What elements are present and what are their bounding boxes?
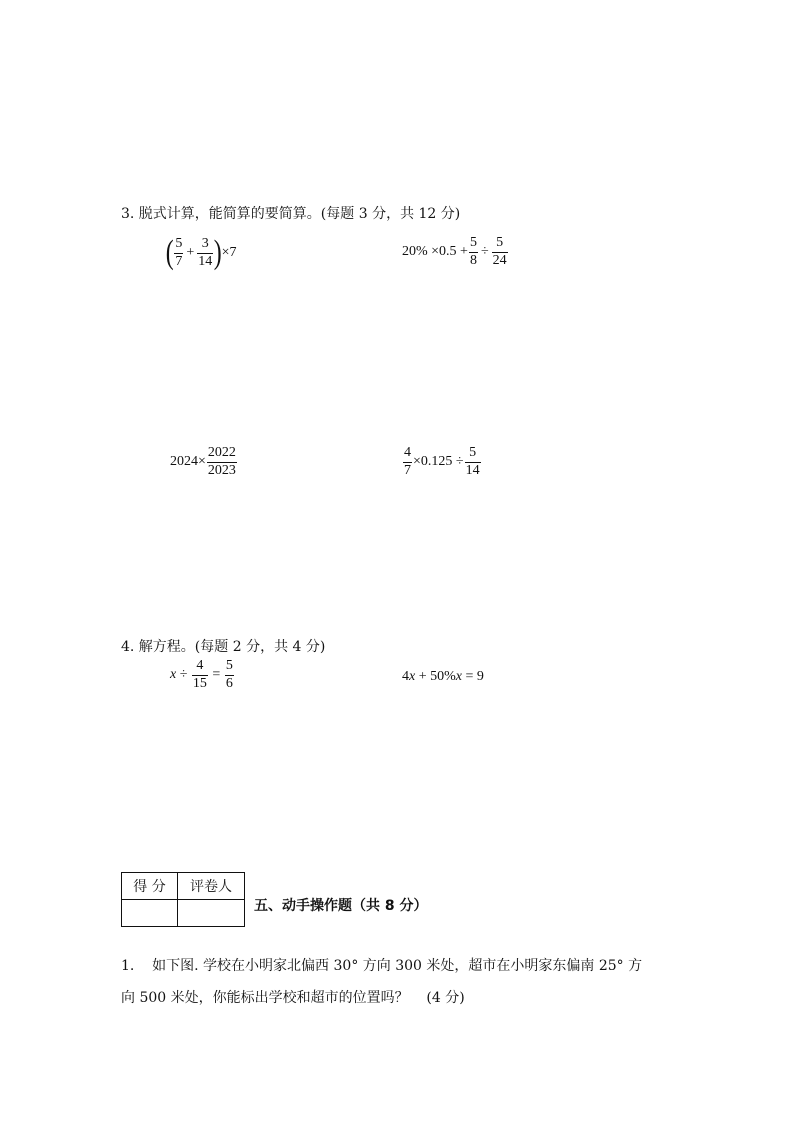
variable-x: x (409, 669, 416, 684)
equation-middle: + 50% (415, 669, 456, 684)
expression-middle: ×0.125 ÷ (413, 454, 464, 470)
denominator: 6 (225, 675, 233, 691)
expression-lead: 2024× (170, 454, 206, 470)
expression-a (166, 236, 236, 270)
numerator: 4 (196, 658, 204, 673)
divide-sign: ÷ (176, 667, 191, 683)
equation-end: = 9 (462, 669, 484, 684)
denominator: 14 (465, 462, 480, 478)
score-cell[interactable] (122, 900, 178, 927)
fraction (492, 236, 508, 268)
denominator: 2023 (207, 462, 236, 478)
question-1-line-2: 向 500 米处，你能标出学校和超市的位置吗？ (4 分) (121, 990, 465, 1006)
grader-cell[interactable] (178, 900, 245, 927)
left-paren: ( (165, 234, 174, 271)
score-header: 得 分 (122, 873, 178, 900)
right-paren: ) (213, 234, 222, 271)
denominator: 14 (198, 253, 213, 269)
question-1-line-1: 1. 如下图. 学校在小明家北偏西 30° 方向 300 米处，超市在小明家东偏南 25° 方 (121, 958, 643, 974)
expression-lead: 20% ×0.5 + (402, 244, 468, 260)
divide-sign: ÷ (480, 244, 489, 260)
problem-3-heading: 3. 脱式计算，能简算的要简算。(每题 3 分，共 12 分) (121, 206, 461, 222)
numerator: 3 (201, 235, 209, 251)
variable-x: x (455, 669, 462, 684)
numerator: 5 (496, 235, 504, 250)
fraction (174, 237, 183, 269)
expression-tail: ×7 (221, 245, 237, 260)
numerator: 5 (225, 658, 233, 673)
fraction (465, 446, 481, 478)
numerator: 5 (175, 235, 183, 251)
plus-sign: + (186, 245, 195, 260)
section-5-title: 五、动手操作题（共 8 分） (254, 898, 428, 914)
numerator: 2022 (207, 445, 236, 460)
grader-header: 评卷人 (178, 873, 245, 900)
numerator: 4 (404, 445, 411, 460)
numerator: 5 (469, 445, 477, 460)
denominator: 7 (175, 253, 183, 269)
problem-4-heading: 4. 解方程。(每题 2 分，共 4 分) (121, 639, 326, 655)
fraction (225, 659, 234, 691)
denominator: 8 (469, 252, 477, 268)
fraction (197, 237, 213, 269)
equals-sign: = (208, 667, 224, 683)
fraction (403, 446, 412, 478)
numerator: 5 (469, 235, 477, 250)
expression-c (170, 446, 238, 478)
denominator: 24 (492, 252, 507, 268)
fraction (469, 236, 478, 268)
fraction (207, 446, 237, 478)
fraction (192, 659, 208, 691)
variable-x: x (170, 667, 177, 683)
coefficient: 4 (402, 669, 409, 684)
expression-d (402, 446, 482, 478)
equation-a (170, 659, 235, 691)
equation-b (402, 669, 484, 685)
denominator: 7 (404, 462, 411, 478)
expression-b (402, 236, 509, 268)
denominator: 15 (192, 675, 207, 691)
score-table (121, 872, 245, 927)
